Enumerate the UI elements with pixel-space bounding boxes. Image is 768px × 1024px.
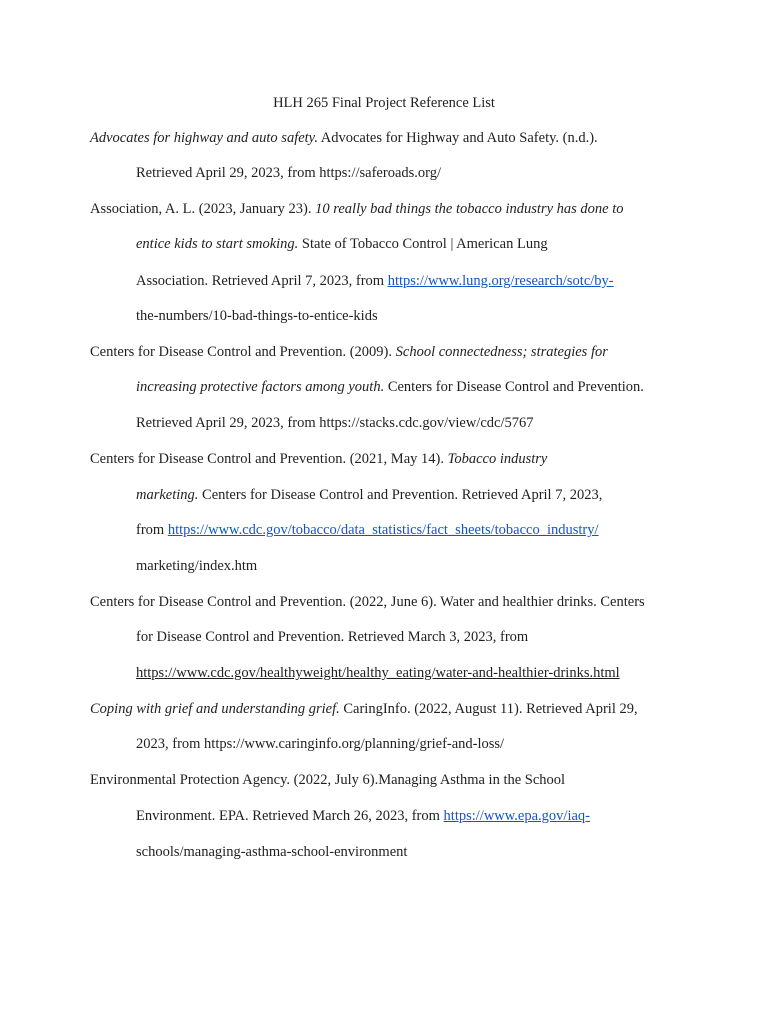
reference-2-line-1 <box>90 198 623 220</box>
reference-2-line-2 <box>136 233 548 255</box>
document-title: HLH 265 Final Project Reference List <box>273 95 495 111</box>
reference-2-title-cont: entice kids to start smoking. <box>136 236 299 252</box>
reference-2-title: 10 really bad things the tobacco industry has done to <box>315 201 624 217</box>
reference-1-line-1 <box>90 127 598 149</box>
reference-5-line-1: Centers for Disease Control and Prevention. (2022, June 6). Water and healthier drinks. Centers <box>90 594 645 610</box>
reference-4-title: Tobacco industry <box>447 451 548 467</box>
reference-4-source: Centers for Disease Control and Prevention. Retrieved April 7, 2023, <box>198 487 603 503</box>
reference-5-line-3 <box>136 662 620 684</box>
reference-6-line-1 <box>90 698 638 720</box>
reference-4-from: from <box>136 522 168 538</box>
reference-5-link[interactable]: https://www.cdc.gov/healthyweight/healthy_eating/water-and-healthier-drinks.html <box>136 665 620 681</box>
reference-7-retrieved: Environment. EPA. Retrieved March 26, 2023, from <box>136 808 444 824</box>
reference-2-line-4: the-numbers/10-bad-things-to-entice-kids <box>136 308 378 324</box>
reference-2-line-3 <box>136 270 614 292</box>
reference-6-source: CaringInfo. (2022, August 11). Retrieved April 29, <box>339 701 638 717</box>
reference-2-author: Association, A. L. (2023, January 23). <box>90 201 316 217</box>
reference-1-title: Advocates for highway and auto safety. <box>90 130 318 146</box>
reference-4-line-1 <box>90 448 547 470</box>
reference-1-line-2: Retrieved April 29, 2023, from https://saferoads.org/ <box>136 165 441 181</box>
reference-2-retrieved: Association. Retrieved April 7, 2023, from <box>136 273 388 289</box>
reference-6-title: Coping with grief and understanding grief. <box>90 701 340 717</box>
reference-7-line-1: Environmental Protection Agency. (2022, July 6).Managing Asthma in the School <box>90 772 566 788</box>
reference-3-author: Centers for Disease Control and Prevention. (2009). <box>90 344 396 360</box>
reference-5-line-2: for Disease Control and Prevention. Retrieved March 3, 2023, from <box>136 629 529 645</box>
reference-2-link[interactable]: https://www.lung.org/research/sotc/by- <box>387 273 614 289</box>
reference-4-link[interactable]: https://www.cdc.gov/tobacco/data_statistics/fact_sheets/tobacco_industry/ <box>167 522 599 538</box>
reference-3-title-cont: increasing protective factors among youth. <box>136 379 385 395</box>
reference-2-source: State of Tobacco Control | American Lung <box>298 236 548 252</box>
reference-6-line-2: 2023, from https://www.caringinfo.org/planning/grief-and-loss/ <box>136 736 505 752</box>
reference-4-title-cont: marketing. <box>136 487 199 503</box>
reference-4-author: Centers for Disease Control and Prevention. (2021, May 14). <box>90 451 448 467</box>
reference-4-line-3 <box>136 519 599 541</box>
reference-3-title: School connectedness; strategies for <box>395 344 608 360</box>
reference-7-line-3: schools/managing-asthma-school-environment <box>136 844 408 860</box>
reference-1-source: Advocates for Highway and Auto Safety. (n.d.). <box>317 130 598 146</box>
reference-3-line-1 <box>90 341 608 363</box>
reference-7-link[interactable]: https://www.epa.gov/iaq- <box>443 808 590 824</box>
reference-3-source: Centers for Disease Control and Prevention. <box>384 379 644 395</box>
reference-3-line-3: Retrieved April 29, 2023, from https://stacks.cdc.gov/view/cdc/5767 <box>136 415 534 431</box>
reference-3-line-2 <box>136 376 644 398</box>
reference-7-line-2 <box>136 805 590 827</box>
reference-4-line-2 <box>136 484 602 506</box>
reference-4-line-4: marketing/index.htm <box>136 558 258 574</box>
